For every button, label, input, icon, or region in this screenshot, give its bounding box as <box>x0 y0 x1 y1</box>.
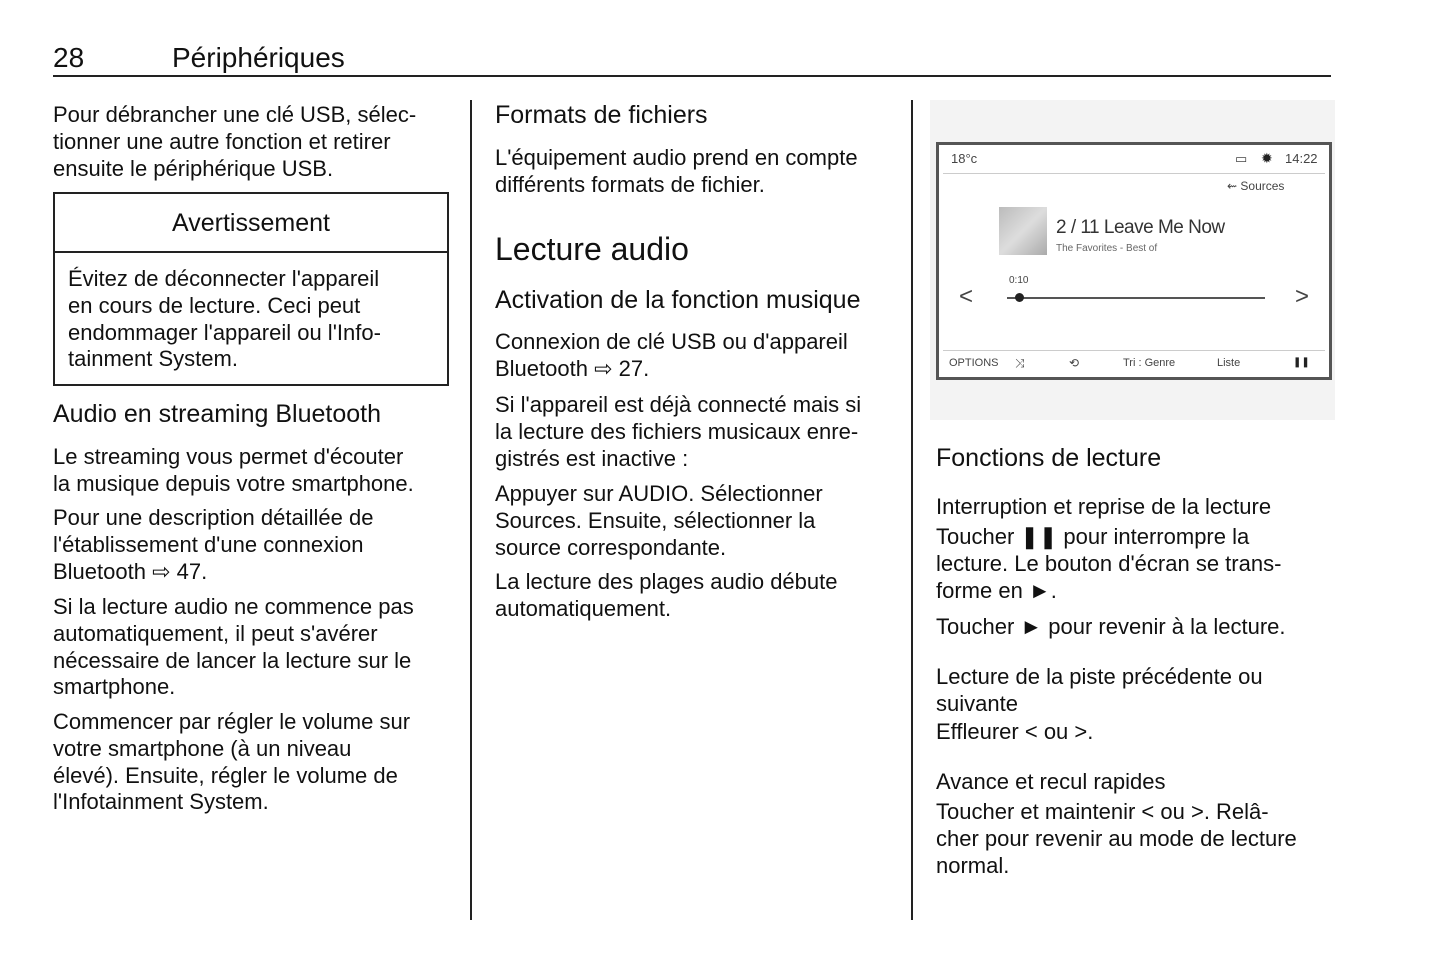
paragraph: Si l'appareil est déjà connecté mais si la lecture des fichiers musicaux enre- gistrés est inactive : <box>495 392 862 471</box>
paragraph: Si la lecture audio ne commence pas automatiquement, il peut s'avérer nécessaire de lancer la lecture sur le smartphone. <box>53 594 414 700</box>
toolbar-divider <box>943 350 1325 351</box>
elapsed-time: 0:10 <box>1009 275 1029 286</box>
paragraph: Pour une description détaillée de l'établissement d'une connexion Bluetooth ⇨ 47. <box>53 505 374 584</box>
album-name: The Favorites - Best of <box>1056 243 1158 254</box>
subheading: Interruption et reprise de la lecture <box>936 494 1272 519</box>
section-heading: Activation de la fonction musique <box>495 286 861 314</box>
sort-button[interactable]: Tri : Genre <box>1123 357 1176 369</box>
repeat-icon[interactable]: ⟲ <box>1069 356 1080 370</box>
previous-button[interactable]: < <box>959 283 974 310</box>
section-heading: Fonctions de lecture <box>936 444 1162 472</box>
status-divider <box>943 173 1325 174</box>
audio-screen <box>936 142 1332 380</box>
section-heading: Audio en streaming Bluetooth <box>53 400 381 428</box>
album-art <box>999 207 1047 255</box>
page-number: 28 <box>53 42 85 73</box>
list-button[interactable]: Liste <box>1217 357 1241 369</box>
paragraph: Toucher ► pour revenir à la lecture. <box>936 614 1286 639</box>
progress-knob[interactable] <box>1015 293 1024 302</box>
message-icon: ▭ <box>1235 151 1248 166</box>
sources-button[interactable] <box>1227 179 1284 193</box>
paragraph: Appuyer sur AUDIO. Sélectionner Sources. Ensuite, sélectionner la source correspondante. <box>495 481 823 560</box>
column-divider <box>470 100 472 920</box>
header-rule <box>53 75 1331 77</box>
section-heading: Formats de fichiers <box>495 101 708 129</box>
paragraph: Pour débrancher une clé USB, sélec- tionner une autre fonction et retirer ensuite le périphérique USB. <box>53 102 417 181</box>
paragraph: Toucher ❚❚ pour interrompre la lecture. Le bouton d'écran se trans- forme en ►. <box>936 524 1282 603</box>
shuffle-icon[interactable]: ⤨ <box>1015 356 1025 370</box>
chapter-heading: Lecture audio <box>495 231 689 267</box>
track-title: 2 / 11 Leave Me Now <box>1056 217 1225 238</box>
pause-button[interactable]: ❚❚ <box>1293 357 1310 368</box>
settings-gear-icon: ✹ <box>1261 150 1273 166</box>
options-button[interactable]: OPTIONS <box>949 357 999 369</box>
warning-box <box>53 192 449 386</box>
paragraph: La lecture des plages audio débute automatiquement. <box>495 569 838 621</box>
warning-title: Avertissement <box>172 209 330 237</box>
warning-body: Évitez de déconnecter l'appareil en cours de lecture. Ceci peut endommager l'appareil ou l'Info- tainment System. <box>68 266 381 372</box>
warning-divider <box>55 251 447 253</box>
next-button[interactable]: > <box>1295 283 1310 310</box>
sources-label: Sources <box>1240 179 1285 193</box>
subheading: Avance et recul rapides <box>936 769 1166 794</box>
page-title: Périphériques <box>172 42 345 73</box>
usb-icon: ⇜ <box>1227 179 1241 193</box>
paragraph: Connexion de clé USB ou d'appareil Bluetooth ⇨ 27. <box>495 329 848 381</box>
column-divider <box>911 100 913 920</box>
paragraph: L'équipement audio prend en compte différents formats de fichier. <box>495 145 858 197</box>
clock: 14:22 <box>1285 151 1318 166</box>
infotainment-screenshot <box>930 100 1335 420</box>
paragraph: Toucher et maintenir < ou >. Relâ- cher pour revenir au mode de lecture normal. <box>936 799 1297 878</box>
paragraph: Commencer par régler le volume sur votre smartphone (à un niveau élevé). Ensuite, régler le volume de l'Infotainment System. <box>53 709 411 815</box>
subheading: Lecture de la piste précédente ou suivante <box>936 664 1263 716</box>
progress-bar[interactable] <box>1007 297 1265 299</box>
temperature: 18°c <box>951 151 978 166</box>
paragraph: Le streaming vous permet d'écouter la musique depuis votre smartphone. <box>53 444 414 496</box>
paragraph: Effleurer < ou >. <box>936 719 1094 744</box>
